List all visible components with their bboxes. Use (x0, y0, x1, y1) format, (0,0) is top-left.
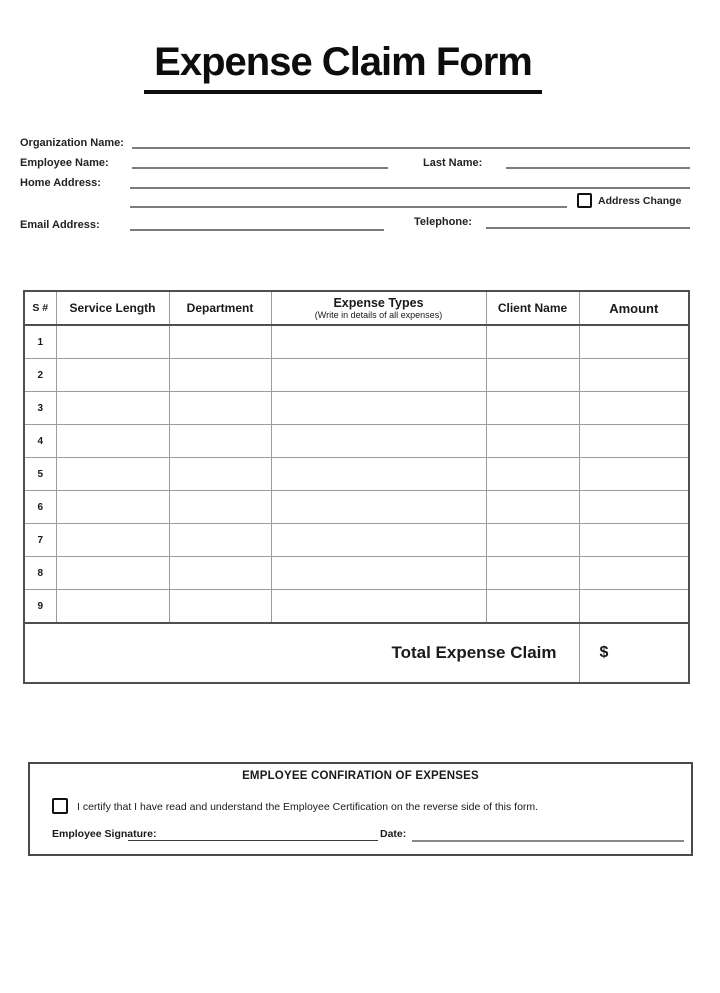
confirmation-title: EMPLOYEE CONFIRATION OF EXPENSES (242, 770, 479, 782)
col-header-serial: S # (24, 291, 56, 325)
cell-client-name[interactable] (486, 524, 579, 557)
expense-table (23, 290, 690, 684)
total-row (24, 623, 689, 683)
cell-serial: 9 (24, 590, 56, 624)
cell-amount[interactable] (579, 491, 689, 524)
cell-amount[interactable] (579, 392, 689, 425)
expense-types-subtitle: (Write in details of all expenses) (314, 309, 443, 320)
col-header-department: Department (169, 291, 271, 325)
cell-service-length[interactable] (56, 491, 169, 524)
cell-amount[interactable] (579, 458, 689, 491)
cell-serial: 5 (24, 458, 56, 491)
cell-department[interactable] (169, 325, 271, 359)
total-amount-cell[interactable] (579, 623, 689, 683)
cell-serial: 8 (24, 557, 56, 590)
date-label: Date: (380, 828, 407, 840)
cell-client-name[interactable] (486, 325, 579, 359)
email-address-input-line[interactable] (130, 229, 384, 231)
cell-service-length[interactable] (56, 524, 169, 557)
home-address-input-line[interactable] (130, 187, 690, 189)
cell-service-length[interactable] (56, 557, 169, 590)
col-header-client-name: Client Name (486, 291, 579, 325)
cell-department[interactable] (169, 524, 271, 557)
table-row (24, 325, 689, 359)
cell-service-length[interactable] (56, 392, 169, 425)
cell-expense-details[interactable] (271, 590, 486, 624)
cell-amount[interactable] (579, 524, 689, 557)
cell-amount[interactable] (579, 590, 689, 624)
cell-serial: 4 (24, 425, 56, 458)
employee-name-input-line[interactable] (132, 167, 388, 169)
certify-text: I certify that I have read and understand the Employee Certification on the reverse side of this form. (77, 801, 539, 813)
cell-service-length[interactable] (56, 458, 169, 491)
address-change-checkbox[interactable] (577, 193, 592, 208)
signature-input-line[interactable] (128, 840, 378, 841)
expense-types-title: Expense Types (333, 295, 424, 310)
page-title-text: Expense Claim Form (144, 40, 542, 94)
table-row (24, 425, 689, 458)
table-header-row (24, 291, 689, 325)
employee-name-label: Employee Name: (20, 157, 109, 169)
cell-client-name[interactable] (486, 425, 579, 458)
cell-serial: 7 (24, 524, 56, 557)
cell-serial: 3 (24, 392, 56, 425)
cell-client-name[interactable] (486, 557, 579, 590)
cell-service-length[interactable] (56, 590, 169, 624)
table-row (24, 491, 689, 524)
organization-name-label: Organization Name: (20, 137, 124, 149)
total-expense-claim-label: Total Expense Claim (24, 623, 579, 683)
cell-client-name[interactable] (486, 458, 579, 491)
table-row (24, 392, 689, 425)
col-header-service-length: Service Length (56, 291, 169, 325)
cell-expense-details[interactable] (271, 359, 486, 392)
cell-client-name[interactable] (486, 392, 579, 425)
home-address-label: Home Address: (20, 177, 101, 189)
cell-expense-details[interactable] (271, 491, 486, 524)
cell-expense-details[interactable] (271, 557, 486, 590)
table-row (24, 359, 689, 392)
table-row (24, 458, 689, 491)
employee-signature-label: Employee Signature: (52, 828, 157, 840)
cell-department[interactable] (169, 491, 271, 524)
address-change-label: Address Change (598, 195, 682, 207)
cell-expense-details[interactable] (271, 458, 486, 491)
certify-checkbox[interactable] (52, 798, 68, 814)
telephone-input-line[interactable] (486, 227, 690, 229)
table-row (24, 557, 689, 590)
cell-department[interactable] (169, 458, 271, 491)
page-title (0, 40, 686, 94)
last-name-input-line[interactable] (506, 167, 690, 169)
cell-client-name[interactable] (486, 590, 579, 624)
cell-department[interactable] (169, 425, 271, 458)
cell-department[interactable] (169, 557, 271, 590)
cell-department[interactable] (169, 392, 271, 425)
home-address-line2-input-line[interactable] (130, 206, 567, 208)
cell-service-length[interactable] (56, 359, 169, 392)
cell-serial: 1 (24, 325, 56, 359)
cell-serial: 6 (24, 491, 56, 524)
cell-client-name[interactable] (486, 491, 579, 524)
cell-department[interactable] (169, 590, 271, 624)
col-header-expense-types (271, 291, 486, 325)
date-input-line[interactable] (412, 840, 684, 842)
email-address-label: Email Address: (20, 219, 100, 231)
cell-expense-details[interactable] (271, 524, 486, 557)
last-name-label: Last Name: (423, 157, 483, 169)
cell-service-length[interactable] (56, 325, 169, 359)
employee-confirmation-section (28, 762, 693, 856)
cell-amount[interactable] (579, 359, 689, 392)
organization-name-input-line[interactable] (132, 147, 690, 149)
col-header-amount: Amount (579, 291, 689, 325)
cell-expense-details[interactable] (271, 425, 486, 458)
cell-client-name[interactable] (486, 359, 579, 392)
cell-service-length[interactable] (56, 425, 169, 458)
cell-amount[interactable] (579, 557, 689, 590)
cell-amount[interactable] (579, 325, 689, 359)
cell-expense-details[interactable] (271, 325, 486, 359)
currency-symbol: $ (599, 644, 609, 661)
cell-expense-details[interactable] (271, 392, 486, 425)
cell-serial: 2 (24, 359, 56, 392)
table-row (24, 590, 689, 624)
cell-department[interactable] (169, 359, 271, 392)
table-row (24, 524, 689, 557)
cell-amount[interactable] (579, 425, 689, 458)
telephone-label: Telephone: (414, 216, 472, 228)
